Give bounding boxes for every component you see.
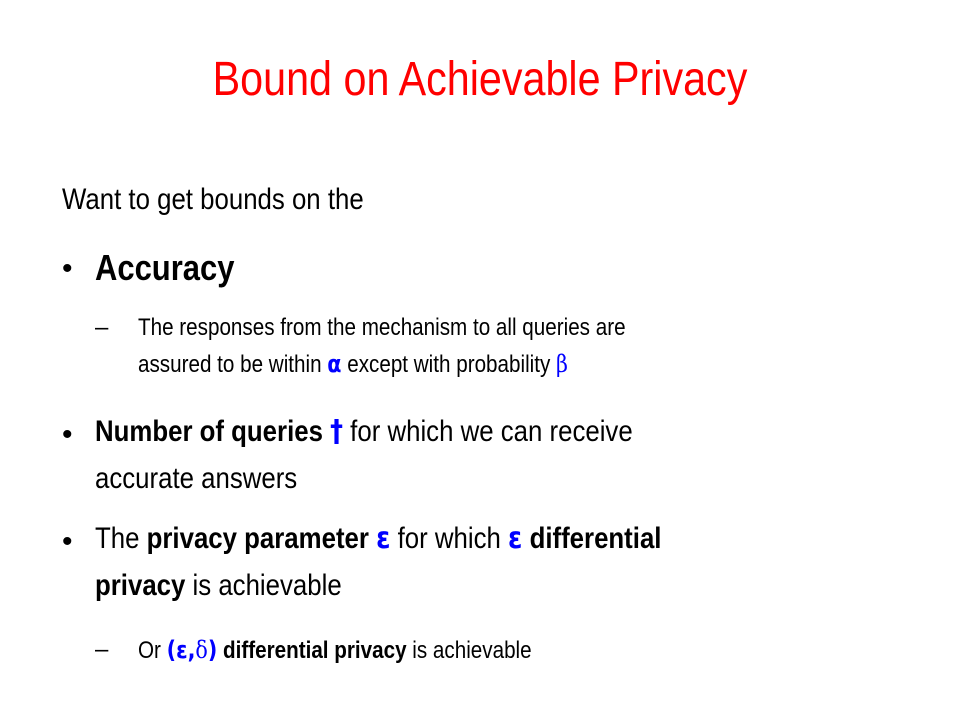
beta-symbol: β <box>556 350 568 378</box>
alpha-symbol: α <box>327 350 342 378</box>
bullet-privacy-line-2 <box>95 569 342 603</box>
bullet-queries-line-1 <box>95 414 633 449</box>
close-paren-symbol: ) <box>207 636 218 664</box>
privacy-parameter-bold: privacy parameter <box>146 522 377 555</box>
or-text: Or <box>138 637 167 664</box>
accuracy-detail-text-a: assured to be within <box>138 351 328 378</box>
intro-text: Want to get bounds on the <box>62 183 364 216</box>
epsilon-symbol: ε <box>508 521 523 556</box>
queries-rest-text: for which we can receive <box>343 415 633 448</box>
differential-bold: differential <box>522 522 662 555</box>
sub-dash: – <box>95 314 109 341</box>
accuracy-detail-line-1: The responses from the mechanism to all queries are <box>138 314 626 341</box>
bullet-marker: • <box>62 525 73 558</box>
bullet-queries-line-2: accurate answers <box>95 462 298 495</box>
epsilon-delta-line <box>138 636 532 665</box>
bullet-marker: • <box>62 418 73 451</box>
privacy-text-a: The <box>95 522 147 555</box>
sub-dash: – <box>95 636 109 663</box>
dagger-symbol: † <box>330 414 344 449</box>
accuracy-detail-text-b: except with probability <box>341 351 557 378</box>
differential-privacy-bold: differential privacy <box>217 637 407 664</box>
accuracy-detail-line-2 <box>138 350 568 379</box>
slide-title: Bound on Achievable Privacy <box>212 53 748 106</box>
bullet-accuracy-heading: Accuracy <box>95 247 235 288</box>
epsilon-open-symbol: (ε, <box>166 636 196 664</box>
delta-symbol: δ <box>195 636 208 664</box>
privacy-bold: privacy <box>95 569 186 602</box>
epsilon-symbol: ε <box>376 521 391 556</box>
achievable-text: is achievable <box>185 569 342 602</box>
is-achievable-text: is achievable <box>406 637 532 664</box>
privacy-text-b: for which <box>390 522 509 555</box>
queries-bold-text: Number of queries <box>95 415 331 448</box>
bullet-marker: • <box>62 252 73 285</box>
bullet-privacy-line-1 <box>95 521 661 556</box>
